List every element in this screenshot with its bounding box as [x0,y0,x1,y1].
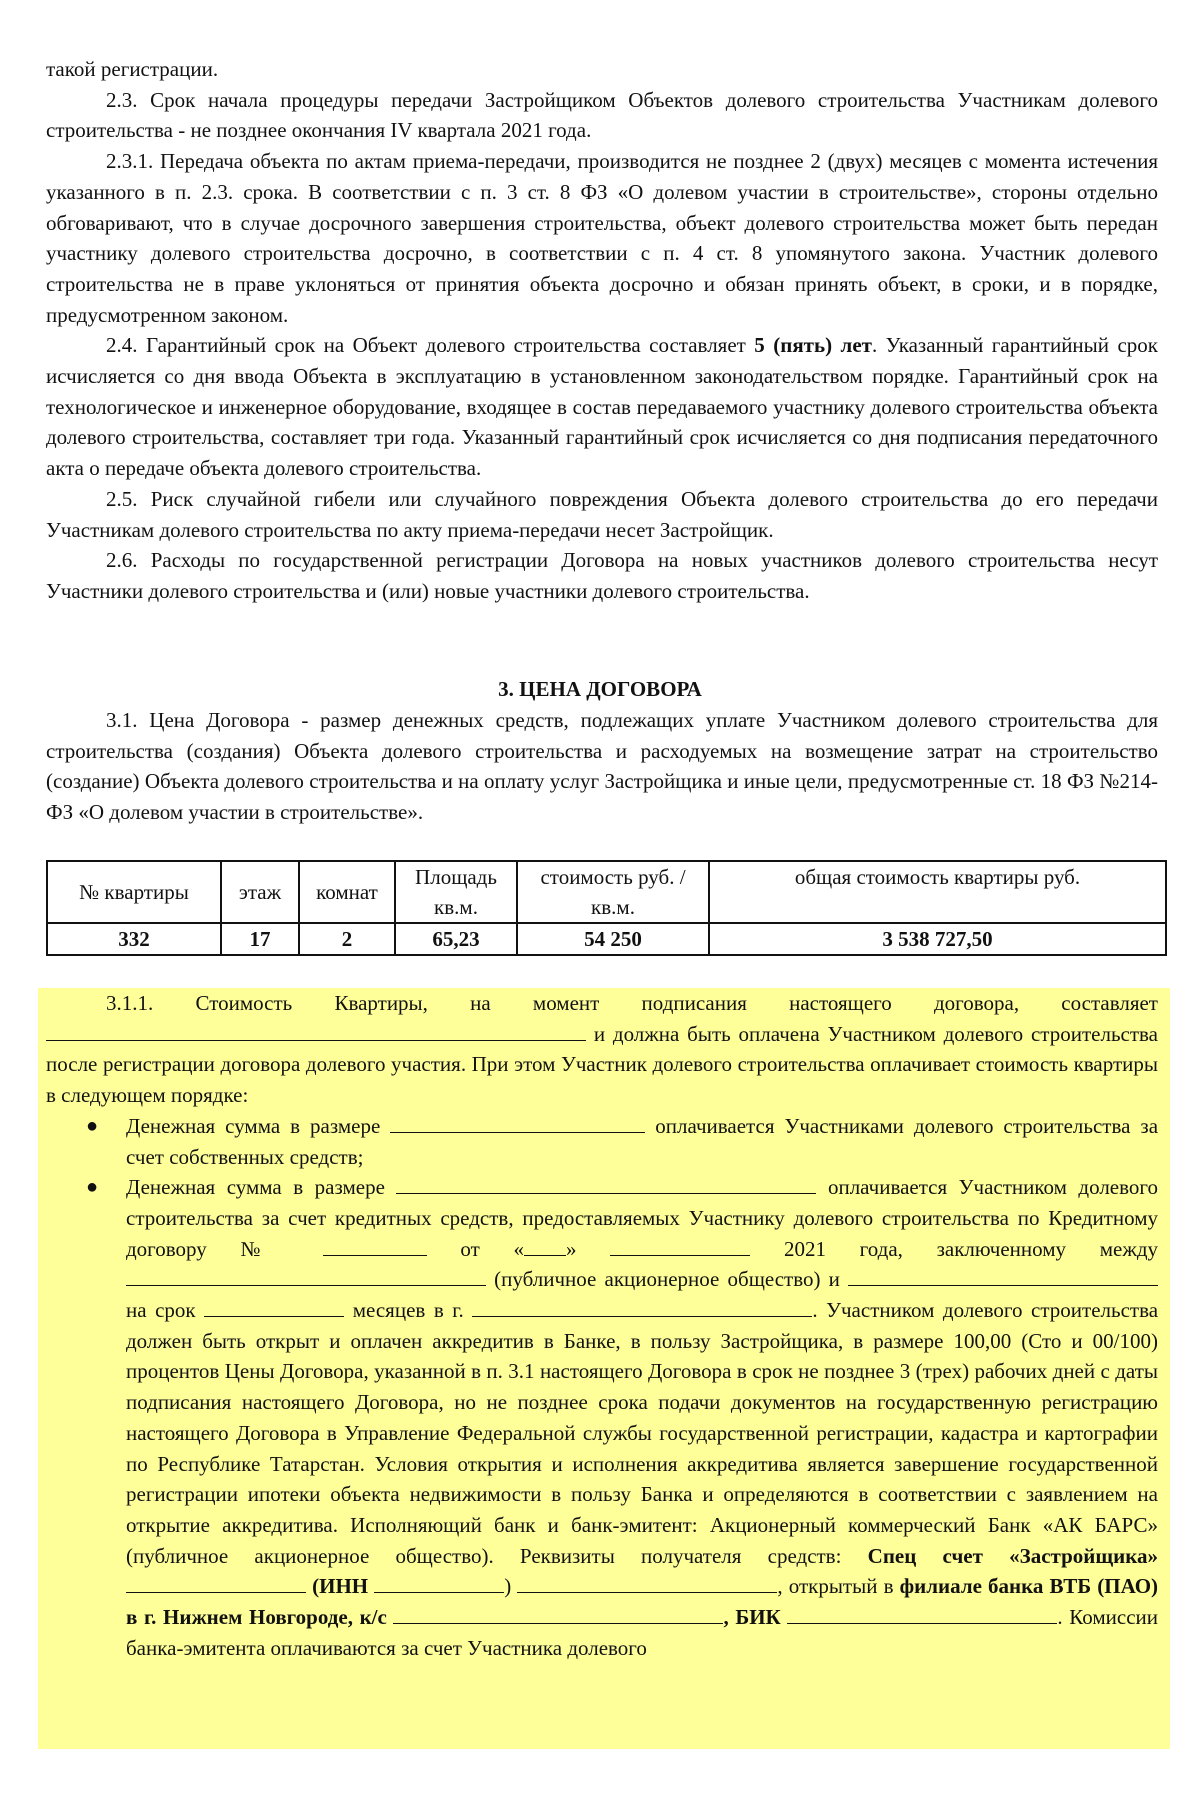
paragraph-2-4-start: 2.4. Гарантийный срок на Объект долевого строительства составляет [106,333,755,358]
section-3-title: 3. ЦЕНА ДОГОВОРА [498,677,702,701]
blank-corr-account [393,1603,723,1624]
bullet-2-body: . Участником долевого строительства должен быть открыт и оплачен аккредитив в Банке, в пользу Застройщика, в размере 100,00 (Сто и 00/100) процентов Цены Договора, указанной в п. 3.1 настоящего Договора в срок не позднее 3 (трех) рабочих дней с даты подписания настоящего Договора, но не позднее срока подачи документов на государственную регистрацию настоящего Договора в Управление Федеральной службы государственной регистрации, кадастра и картографии по Республике Татарстан. Условия открытия и исполнения аккредитива является завершение государственной регистрации ипотеки объекта недвижимости в пользу Банка и определяются в соответствии с заявлением на открытие аккредитива. Исполняющий банк и банк-эмитент: Акционерный коммерческий Банк «АК БАРС» (публичное акционерное общество). Реквизиты получателя средств: [126,1298,1159,1568]
header-floor: этаж [221,861,299,923]
section-3-text [46,705,1158,828]
bullet-icon: ● [86,1114,99,1137]
blank-day [524,1235,566,1256]
cell-price-per-sqm: 54 250 [517,923,709,955]
bullet-2-start: Денежная сумма в размере [126,1175,385,1200]
paragraph-2-3: 2.3. Срок начала процедуры передачи Застройщиком Объектов долевого строительства Участникам долевого строительства - не позднее окончания IV квартала 2021 года. [46,87,1158,143]
bullet-2-special-account: Спец счет «Застройщика» [867,1543,1158,1568]
apartment-table [46,860,1167,956]
header-price-per-sqm: стоимость руб. / кв.м. [517,861,709,923]
paragraph-3-1-1-start: 3.1.1. Стоимость Квартиры, на момент подписания настоящего договора, составляет [106,991,1158,1015]
bullet-2-year: 2021 года, заключенному между [783,1236,1159,1261]
bullet-1-start: Денежная сумма в размере [126,1113,381,1138]
warranty-period: 5 (пять) лет [754,333,872,358]
bullet-2-months: месяцев в г. [352,1298,464,1323]
paragraph-2-4 [46,330,1158,484]
cell-area: 65,23 [395,923,517,955]
blank-month [610,1235,750,1256]
bullet-2-pao: (публичное акционерное общество) и [494,1267,840,1292]
bullet-2-inn: (ИНН [312,1574,369,1599]
bullet-2-credit: оплачивается Участником долевого строительства за счет кредитных средств, предоставляемых Участнику долевого строительства по Кредитному договору № [126,1175,1158,1261]
paragraph-2-3-1: 2.3.1. Передача объекта по актам приема-передачи, производится не позднее 2 (двух) месяцев с момента истечения указанного в п. 2.3. срока. В соответствии с п. 3 ст. 8 ФЗ «О долевом участии в строительстве», стороны отдельно обговаривают, что в случае досрочного завершения строительства, объект долевого строительства может быть передан участнику долевого строительства досрочно, в соответствии с п. 4 ст. 8 упомянутого закона. Участник долевого строительства не в праве уклоняться от принятия объекта досрочно и обязан принять объект, в сроки, и в порядке, предусмотренном законом. [46,149,1158,327]
list-item: ● Денежная сумма в размере оплачивается Участником долевого строительства за счет кредитных средств, предоставляемых Участнику долевого строительства по Кредитному договору № от « » 2021 года, заключенному между (публичное акционерное общество) и на срок месяцев в г. . Участником долевого строительства должен быть открыт и оплачен аккредитив в Банке, в пользу Застройщика, в размере 100,00 (Сто и 00/100) процентов Цены Договора, указанной в п. 3.1 настоящего Договора в срок не позднее 3 (трех) рабочих дней с даты подписания настоящего Договора, но не позднее срока подачи документов на государственную регистрацию настоящего Договора в Управление Федеральной службы государственной регистрации, кадастра и картографии по Республике Татарстан. Условия открытия и исполнения аккредитива является завершение государственной регистрации ипотеки объекта недвижимости в пользу Банка и определяются в соответствии с заявлением на открытие аккредитива. Исполняющий банк и банк-эмитент: Акционерный коммерческий Банк «АК БАРС» (публичное акционерное общество). Реквизиты получателя средств: Спец счет «Застройщика» (ИНН ) , открытый в филиале банка ВТБ (ПАО) в г. Нижнем Новгороде, к/с , БИК . Комиссии банка-эмитента оплачиваются за счет Участника долевого [46,1172,1158,1663]
section-3-1-1-text [46,988,1158,1663]
blank-bank-name [126,1265,486,1286]
paragraph-3-1-1 [46,988,1158,1111]
blank-bik [787,1603,1057,1624]
cell-total-price: 3 538 727,50 [709,923,1166,955]
table-row [47,923,1166,955]
cell-apartment-number: 332 [47,923,221,955]
header-total-price: общая стоимость квартиры руб. [709,861,1166,923]
header-rooms: комнат [299,861,395,923]
blank-borrower [848,1265,1158,1286]
blank-inn [374,1572,504,1593]
bullet-2-bik: БИК [735,1605,781,1630]
blank-account [126,1572,306,1593]
blank-total-price [46,1020,586,1041]
table-header-row [47,861,1166,923]
bullet-2-from: от « [460,1236,525,1261]
bullet-icon: ● [86,1176,99,1199]
bullet-2-commission: . Комиссии банка-эмитента оплачиваются за счет Участника долевого [126,1605,1158,1660]
blank-city [472,1296,812,1317]
blank-term [204,1296,344,1317]
list-item [46,1111,1158,1172]
section-2-text [46,54,1158,607]
bullet-1-rest: оплачивается Участниками долевого строительства за счет собственных средств; [126,1113,1159,1169]
blank-credit-amount [396,1173,816,1194]
paragraph-2-5: 2.5. Риск случайной гибели или случайного повреждения Объекта долевого строительства до его передачи Участникам долевого строительства по акту приема-передачи несет Застройщик. [46,486,1158,542]
cell-rooms: 2 [299,923,395,955]
paragraph-top-line: такой регистрации. [46,57,219,81]
paragraph-3-1-1-rest: и должна быть оплачена Участником долевого строительства после регистрации договора долевого участия. При этом Участник долевого строительства оплачивает стоимость квартиры в следующем порядке: [46,1021,1158,1108]
cell-floor: 17 [221,923,299,955]
blank-credit-number [323,1235,427,1256]
paragraph-2-6: 2.6. Расходы по государственной регистрации Договора на новых участников долевого строительства несут Участники долевого строительства и (или) новые участники долевого строительства. [46,548,1158,603]
header-apartment-number: № квартиры [47,861,221,923]
bullet-2-term: на срок [126,1298,196,1323]
bullet-2-opened: , открытый в [777,1574,894,1599]
blank-account-number [517,1572,777,1593]
bullet-2-vtb-branch: филиале банка ВТБ (ПАО) в г. Нижнем Новгороде, к/с [126,1574,1159,1630]
paragraph-2-4-rest: . Указанный гарантийный срок исчисляется со дня ввода Объекта в эксплуатацию в установленном законодательством порядке. Гарантийный срок на технологическое и инженерное оборудование, входящее в состав передаваемого участнику долевого строительства объекта долевого строительства, составляет три года. Указанный гарантийный срок исчисляется со дня подписания передаточного акта о передаче объекта долевого строительства. [46,333,1158,481]
blank-own-funds [390,1112,645,1133]
paragraph-3-1: 3.1. Цена Договора - размер денежных средств, подлежащих уплате Участником долевого строительства для строительства (создания) Объекта долевого строительства и расходуемых на возмещение затрат на строительство (создание) Объекта долевого строительства и на оплату услуг Застройщика и иные цели, предусмотренные ст. 18 ФЗ №214-ФЗ «О долевом участии в строительстве». [46,708,1158,825]
header-area: Площадь кв.м. [395,861,517,923]
